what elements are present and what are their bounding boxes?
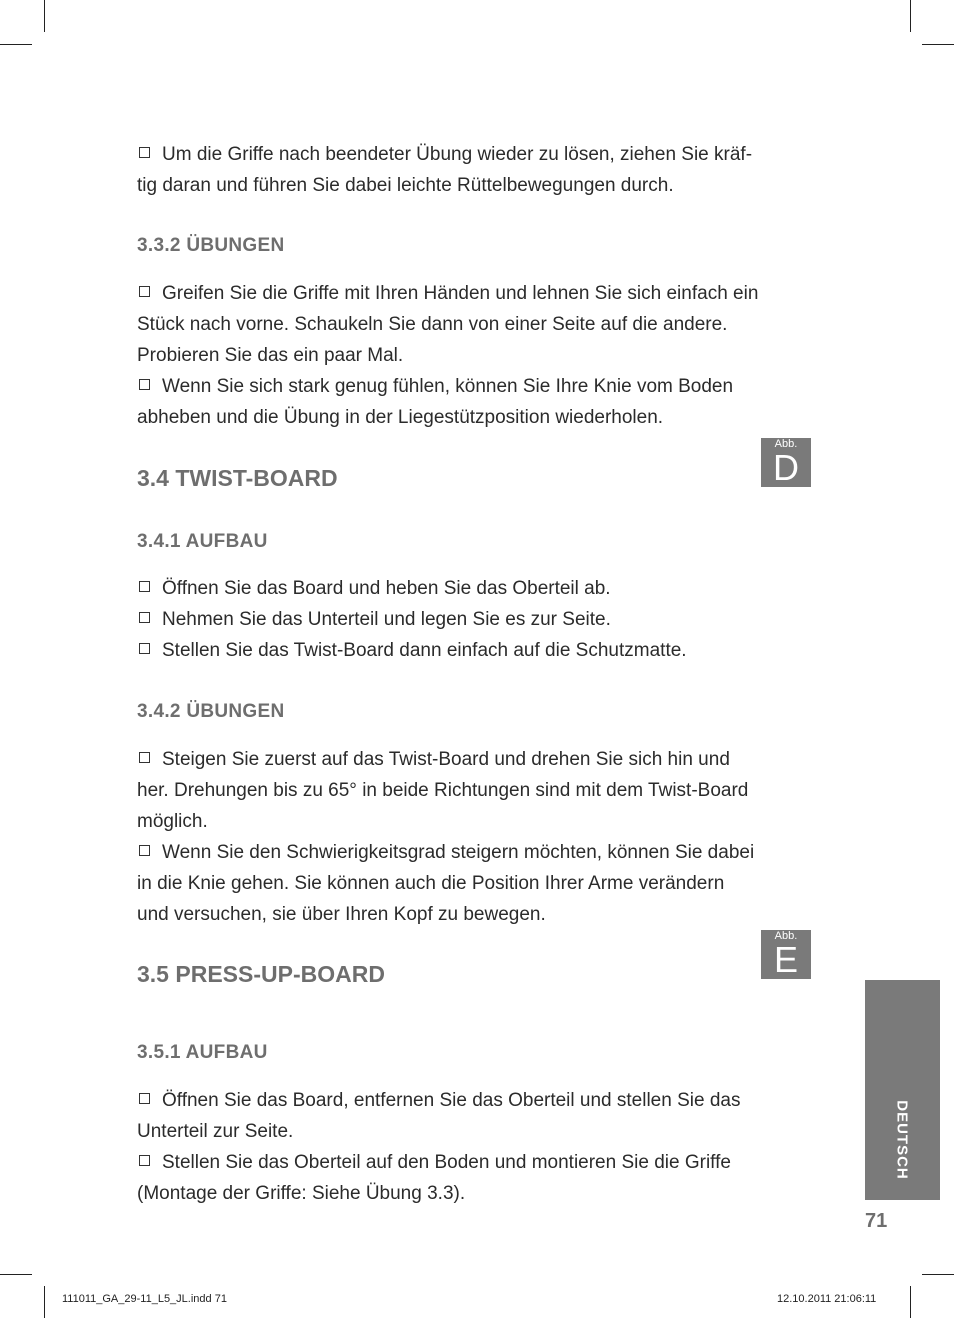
paragraph-text: (Montage der Griffe: Siehe Übung 3.3). — [137, 1183, 466, 1204]
figure-ref-letter: E — [773, 939, 798, 980]
paragraph — [137, 278, 817, 433]
paragraph-text: Wenn Sie den Schwierigkeitsgrad steigern möchten, können Sie dabei — [162, 842, 755, 863]
paragraph-text: Wenn Sie sich stark genug fühlen, können Sie Ihre Knie vom Boden — [162, 376, 734, 397]
paragraph-text: abheben und die Übung in der Liegestützposition wiederholen. — [137, 407, 664, 428]
crop-mark — [0, 1274, 32, 1275]
paragraph — [137, 1085, 817, 1209]
figure-ref-letter: D — [773, 447, 799, 488]
list-item: Stellen Sie das Twist-Board dann einfach auf die Schutzmatte. — [162, 640, 687, 661]
language-tab — [865, 980, 940, 1200]
paragraph — [137, 139, 817, 201]
section-heading-3-5-1: 3.5.1 AUFBAU — [137, 1042, 268, 1063]
crop-mark — [922, 1274, 954, 1275]
figure-ref-e — [761, 930, 811, 979]
paragraph — [137, 744, 817, 930]
list-item: Nehmen Sie das Unterteil und legen Sie es zur Seite. — [162, 609, 611, 630]
section-heading-3-3-2: 3.3.2 ÜBUNGEN — [137, 235, 285, 256]
section-heading-3-4: 3.4 TWIST-BOARD — [137, 465, 338, 491]
bullet-icon — [139, 286, 150, 297]
figure-ref-d — [761, 438, 811, 487]
bullet-icon — [139, 581, 150, 592]
bullet-icon — [139, 379, 150, 390]
paragraph-text: Greifen Sie die Griffe mit Ihren Händen und lehnen Sie sich einfach ein — [162, 283, 759, 304]
language-tab-label: DEUTSCH — [893, 1100, 911, 1180]
bullet-icon — [139, 845, 150, 856]
crop-mark — [922, 44, 954, 45]
paragraph-text: her. Drehungen bis zu 65° in beide Richtungen sind mit dem Twist-Board — [137, 780, 749, 801]
paragraph-text: tig daran und führen Sie dabei leichte Rüttelbewegungen durch. — [137, 175, 674, 196]
bullet-icon — [139, 1093, 150, 1104]
crop-mark — [910, 1286, 911, 1318]
paragraph-text: Stück nach vorne. Schaukeln Sie dann von einer Seite auf die andere. — [137, 314, 728, 335]
footer-timestamp: 12.10.2011 21:06:11 — [777, 1293, 877, 1305]
paragraph-text: Öffnen Sie das Board, entfernen Sie das Oberteil und stellen Sie das — [162, 1090, 741, 1111]
bullet-icon — [139, 643, 150, 654]
figure-ref-label: Abb. — [774, 930, 798, 942]
paragraph-text: Probieren Sie das ein paar Mal. — [137, 345, 404, 366]
bullet-icon — [139, 147, 150, 158]
section-heading-3-4-1: 3.4.1 AUFBAU — [137, 531, 268, 552]
bullet-icon — [139, 752, 150, 763]
list-item: Öffnen Sie das Board und heben Sie das Oberteil ab. — [162, 578, 611, 599]
bullet-list — [137, 573, 817, 666]
crop-mark — [910, 0, 911, 32]
bullet-icon — [139, 1155, 150, 1166]
footer-file-info: 111011_GA_29-11_L5_JL.indd 71 — [62, 1293, 227, 1305]
figure-ref-label: Abb. — [774, 438, 798, 450]
paragraph-text: Stellen Sie das Oberteil auf den Boden und montieren Sie die Griffe — [162, 1152, 731, 1173]
paragraph-text: möglich. — [137, 811, 208, 832]
page-number: 71 — [865, 1210, 888, 1232]
section-heading-3-4-2: 3.4.2 ÜBUNGEN — [137, 701, 285, 722]
section-heading-3-5: 3.5 PRESS-UP-BOARD — [137, 961, 385, 987]
crop-mark — [44, 1286, 45, 1318]
paragraph-text: in die Knie gehen. Sie können auch die Position Ihrer Arme verändern — [137, 873, 725, 894]
paragraph-text: und versuchen, sie über Ihren Kopf zu bewegen. — [137, 904, 546, 925]
paragraph-text: Unterteil zur Seite. — [137, 1121, 294, 1142]
paragraph-text: Steigen Sie zuerst auf das Twist-Board und drehen Sie sich hin und — [162, 749, 730, 770]
bullet-icon — [139, 612, 150, 623]
crop-mark — [0, 44, 32, 45]
crop-mark — [44, 0, 45, 32]
paragraph-text: Um die Griffe nach beendeter Übung wieder zu lösen, ziehen Sie kräf- — [162, 144, 753, 165]
